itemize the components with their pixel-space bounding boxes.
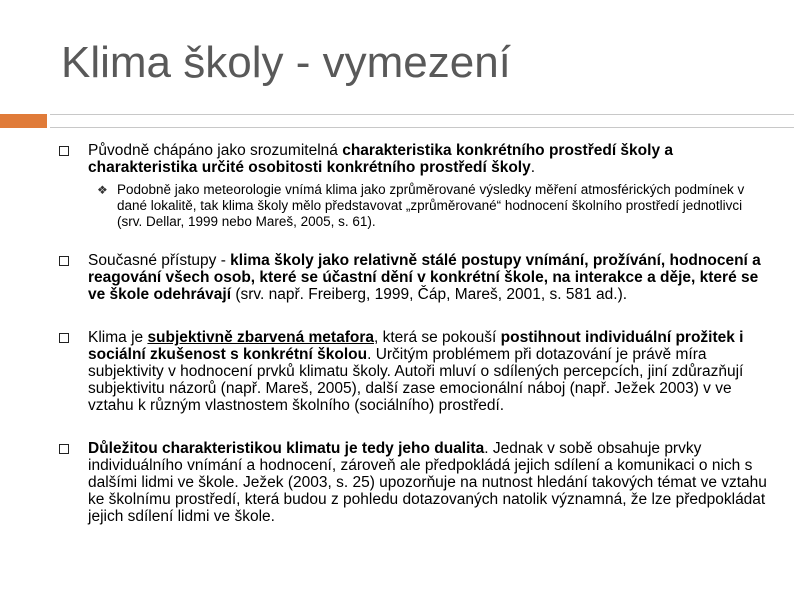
text-segment: Klima je — [88, 329, 148, 346]
underlined-segment: subjektivně zbarvená metafora — [147, 329, 374, 346]
text-segment: Současné přístupy - — [88, 252, 231, 269]
bullet-current-approaches — [88, 252, 768, 303]
text-segment: , která se pokouší — [374, 329, 501, 346]
text-segment: . Určitým problémem při dotazování je právě míra subjektivity v hodnocení prvků klimatu školy. Autoři mluví o sdílených percepcích, jiní zdůrazňují subjektivitu názorů (např. Mareš, 2005), další zase emocionální náboj (např. Ježek 2003) v ve vztahu k různým vlastnostem školního (sociálního) prostředí. — [88, 346, 744, 414]
bullet-duality — [88, 440, 768, 525]
bullet-original-definition — [88, 142, 768, 176]
bold-segment: postihnout individuální prožitek i sociální zkušenost s konkrétní školou — [88, 329, 744, 363]
square-bullet-icon — [59, 444, 69, 454]
title-accent-bar — [0, 114, 47, 128]
text-segment: . — [530, 159, 536, 176]
diamond-bullet-icon: ❖ — [97, 183, 108, 197]
bold-segment: klima školy jako relativně stálé postupy vnímání, prožívání, hodnocení a reagování všech osob, které se účastní dění v konkrétní škole, na interakce a děje, které se ve škole odehrávají — [88, 252, 761, 303]
square-bullet-icon — [59, 333, 69, 343]
bold-segment: Důležitou charakteristikou klimatu je tedy jeho dualita — [88, 440, 485, 457]
bold-segment: charakteristika konkrétního prostředí školy a charakteristika určité osobitosti konkrétního prostředí školy — [88, 142, 673, 176]
subbullet-meteorology — [97, 182, 757, 230]
text-segment: (srv. např. Freiberg, 1999, Čáp, Mareš, 2001, s. 581 ad.). — [231, 286, 628, 303]
title-divider — [50, 114, 794, 128]
bullet-subjective-metaphor — [88, 329, 768, 414]
text-segment: Podobně jako meteorologie vnímá klima jako zprůměrované výsledky měření atmosférických podmínek v dané lokalitě, tak klima školy mělo představovat „zprůměrované“ hodnocení školního prostředí jednotlivci (srv. Dellar, 1999 nebo Mareš, 2005, s. 61). — [117, 182, 745, 229]
square-bullet-icon — [59, 146, 69, 156]
slide-title: Klima školy - vymezení — [61, 38, 511, 87]
text-segment: Původně chápáno jako srozumitelná — [88, 142, 343, 159]
square-bullet-icon — [59, 256, 69, 266]
text-segment: . Jednak v sobě obsahuje prvky individuálního vnímání a hodnocení, zároveň ale předpokládá jejich sdílení a komunikaci o nich s dalšími lidmi ve škole. Ježek (2003, s. 25) upozorňuje na nutnost hledání takových témat ve vztahu ke školnímu prostředí, která budou z pohledu dotazovaných natolik významná, že lze předpokládat jejich sdílení lidmi ve škole. — [88, 440, 767, 525]
